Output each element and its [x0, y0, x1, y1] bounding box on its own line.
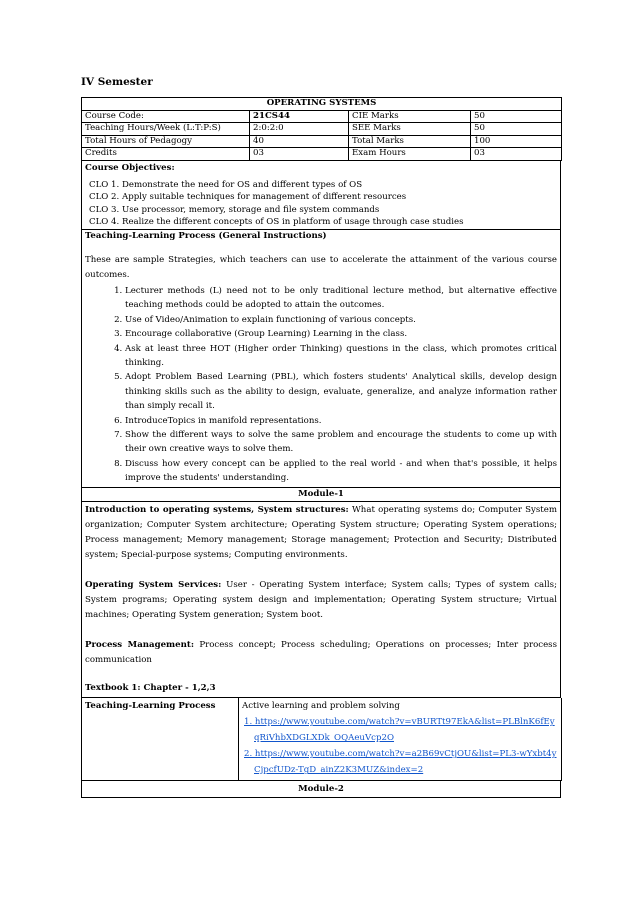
course-code-value: 21CS44	[250, 110, 349, 123]
module-1-services-heading: Operating System Services:	[85, 579, 222, 590]
module-1-textbook: Textbook 1: Chapter - 1,2,3	[85, 683, 216, 694]
list-item: 3. Encourage collaborative (Group Learning) Learning in the class.	[125, 327, 557, 341]
tlp-intro: These are sample Strategies, which teachers can use to accelerate the attainment of the various course outcomes.	[85, 254, 557, 281]
list-item: CLO 4. Realize the different concepts of OS in platform of usage through case studies	[89, 217, 464, 228]
module-1-paragraph-services	[85, 578, 557, 624]
exam-hours-label: Exam Hours	[349, 148, 471, 161]
syllabus-document	[81, 97, 561, 798]
module-1-services-text: User - Operating System interface; System calls; Types of system calls; System programs; Operating system design and implementation; Operating System structure; Virtual machines; Operating System generation; System boot.	[85, 579, 557, 621]
module-1-intro-text: What operating systems do; Computer System organization; Computer System architecture; Operating System structure; Operating System operations; Process management; Memory management; Storage management; Protection and Security; Distributed system; Special-purpose systems; Computing environments.	[85, 504, 557, 561]
clo-list	[85, 179, 557, 229]
course-info-table	[81, 97, 562, 161]
module-1-content	[81, 502, 561, 699]
course-code-label: Course Code:	[82, 110, 250, 123]
module-1-process-text: Process concept; Process scheduling; Operations on processes; Inter process communication	[85, 639, 557, 665]
module-1-tlp-intro: Active learning and problem solving	[242, 701, 400, 712]
module-1-tlp-label: Teaching-Learning Process	[82, 698, 239, 780]
semester-heading: IV Semester	[81, 76, 153, 88]
table-row	[82, 110, 562, 123]
video-link-1[interactable]: 1. https://www.youtube.com/watch?v=vBURTt97EkA&list=PLBlnK6fEyqRiVhbXDGLXDk_OQAeuVcp2O	[244, 717, 555, 744]
module-1-process-heading: Process Management:	[85, 639, 195, 650]
credits-value: 03	[250, 148, 349, 161]
teaching-hours-value: 2:0:2:0	[250, 123, 349, 136]
module-1-video-links	[242, 714, 558, 778]
see-marks-label: SEE Marks	[349, 123, 471, 136]
list-item: 7. Show the different ways to solve the same problem and encourage the students to come up with their own creative ways to solve them.	[125, 428, 557, 457]
list-item: CLO 1. Demonstrate the need for OS and different types of OS	[89, 179, 363, 190]
pedagogy-hours-value: 40	[250, 135, 349, 148]
module-1-tlp-table	[81, 698, 562, 781]
total-marks-value: 100	[471, 135, 562, 148]
exam-hours-value: 03	[471, 148, 562, 161]
list-item: 8. Discuss how every concept can be applied to the real world - and when that's possible, it helps improve the students' understanding.	[125, 457, 557, 486]
list-item: 4. Ask at least three HOT (Higher order Thinking) questions in the class, which promotes critical thinking.	[125, 342, 557, 371]
list-item: 5. Adopt Problem Based Learning (PBL), which fosters students' Analytical skills, develop design thinking skills such as the ability to design, evaluate, generalize, and analyze information rather than simply recall it.	[125, 370, 557, 413]
module-1-paragraph-process	[85, 638, 557, 669]
course-objectives-heading: Course Objectives:	[85, 162, 175, 173]
table-row	[82, 135, 562, 148]
tlp-heading: Teaching-Learning Process (General Instructions)	[85, 230, 327, 241]
course-objectives-section	[81, 161, 561, 230]
list-item: 1. Lecturer methods (L) need not to be only traditional lecture method, but alternative effective teaching methods could be adopted to attain the outcomes.	[125, 284, 557, 313]
video-link-2[interactable]: 2. https://www.youtube.com/watch?v=a2B69vCtjOU&list=PL3-wYxbt4yCjpcfUDz-TgD_ainZ2K3MUZ&index=2	[244, 749, 557, 776]
teaching-learning-section	[81, 230, 561, 488]
module-2-title: Module-2	[81, 781, 561, 798]
module-1-title: Module-1	[81, 488, 561, 502]
table-row	[82, 123, 562, 136]
total-marks-label: Total Marks	[349, 135, 471, 148]
course-title: OPERATING SYSTEMS	[82, 98, 562, 111]
module-1-intro-heading: Introduction to operating systems, System structures:	[85, 504, 349, 515]
list-item: 6. IntroduceTopics in manifold representations.	[125, 414, 557, 428]
module-1-tlp-content	[239, 698, 562, 780]
table-row	[82, 148, 562, 161]
see-marks-value: 50	[471, 123, 562, 136]
pedagogy-hours-label: Total Hours of Pedagogy	[82, 135, 250, 148]
list-item: CLO 2. Apply suitable techniques for management of different resources	[89, 192, 407, 203]
list-item: 2. Use of Video/Animation to explain functioning of various concepts.	[125, 313, 557, 327]
list-item: CLO 3. Use processor, memory, storage and file system commands	[89, 204, 380, 215]
cie-marks-value: 50	[471, 110, 562, 123]
tlp-instruction-list	[85, 284, 557, 486]
credits-label: Credits	[82, 148, 250, 161]
teaching-hours-label: Teaching Hours/Week (L:T:P:S)	[82, 123, 250, 136]
module-1-paragraph-intro	[85, 503, 557, 564]
cie-marks-label: CIE Marks	[349, 110, 471, 123]
